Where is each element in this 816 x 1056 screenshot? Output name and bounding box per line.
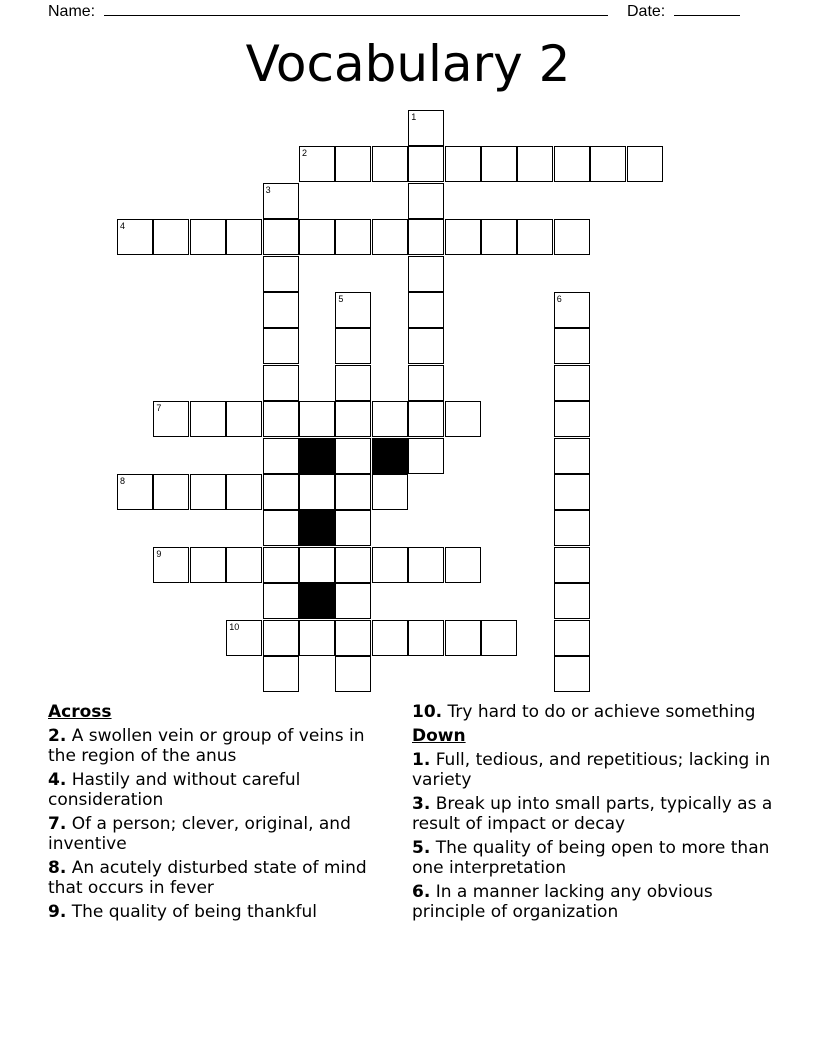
grid-cell[interactable] — [263, 183, 299, 219]
grid-cell[interactable] — [153, 547, 189, 583]
clue-text: Break up into small parts, typically as a result of impact or decay — [412, 794, 773, 834]
grid-cell[interactable] — [554, 328, 590, 364]
clue-number: 6. — [412, 882, 431, 902]
grid-cell[interactable] — [554, 292, 590, 328]
clue-across-8 — [48, 858, 388, 898]
down-heading: Down — [412, 726, 466, 746]
grid-cell[interactable] — [372, 620, 408, 656]
grid-cell[interactable] — [554, 474, 590, 510]
grid-cell[interactable] — [335, 292, 371, 328]
grid-cell[interactable] — [299, 219, 335, 255]
grid-cell[interactable] — [226, 547, 262, 583]
grid-cell[interactable] — [299, 401, 335, 437]
cell-number: 3 — [265, 184, 271, 195]
grid-cell[interactable] — [226, 219, 262, 255]
grid-cell[interactable] — [481, 219, 517, 255]
clue-across-4 — [48, 770, 388, 810]
grid-cell[interactable] — [263, 365, 299, 401]
grid-cell[interactable] — [408, 328, 444, 364]
clue-down-1 — [412, 750, 782, 790]
clue-number: 5. — [412, 838, 431, 858]
grid-cell[interactable] — [263, 292, 299, 328]
clue-across-9 — [48, 902, 388, 922]
clue-down-3 — [412, 794, 782, 834]
grid-cell[interactable] — [554, 438, 590, 474]
grid-cell[interactable] — [481, 146, 517, 182]
grid-cell[interactable] — [335, 583, 371, 619]
black-square — [372, 438, 408, 474]
grid-cell[interactable] — [263, 219, 299, 255]
grid-cell[interactable] — [335, 401, 371, 437]
date-label: Date: — [627, 3, 666, 20]
cell-number: 7 — [156, 403, 162, 414]
grid-cell[interactable] — [372, 219, 408, 255]
grid-cell[interactable] — [372, 401, 408, 437]
clue-number: 8. — [48, 858, 67, 878]
name-label: Name: — [48, 3, 96, 20]
clue-number: 7. — [48, 814, 67, 834]
grid-cell[interactable] — [335, 620, 371, 656]
clue-down-6 — [412, 882, 782, 922]
grid-cell[interactable] — [263, 438, 299, 474]
grid-cell[interactable] — [408, 401, 444, 437]
grid-cell[interactable] — [408, 219, 444, 255]
clue-number: 3. — [412, 794, 431, 814]
grid-cell[interactable] — [335, 328, 371, 364]
clue-number: 2. — [48, 726, 67, 746]
grid-cell[interactable] — [554, 219, 590, 255]
grid-cell[interactable] — [299, 547, 335, 583]
grid-cell[interactable] — [554, 401, 590, 437]
grid-cell[interactable] — [554, 620, 590, 656]
grid-cell[interactable] — [335, 146, 371, 182]
clue-number: 1. — [412, 750, 431, 770]
grid-cell[interactable] — [226, 401, 262, 437]
grid-cell[interactable] — [299, 146, 335, 182]
grid-cell[interactable] — [517, 219, 553, 255]
cell-number: 1 — [411, 112, 417, 122]
grid-cell[interactable] — [445, 547, 481, 583]
clues-right-column — [412, 702, 782, 926]
clue-text: In a manner lacking any obvious principle of organization — [412, 882, 713, 922]
grid-cell[interactable] — [481, 620, 517, 656]
grid-cell[interactable] — [408, 547, 444, 583]
grid-cell[interactable] — [445, 219, 481, 255]
clue-text: An acutely disturbed state of mind that occurs in fever — [48, 858, 367, 898]
grid-cell[interactable] — [408, 365, 444, 401]
black-square — [299, 583, 335, 619]
grid-cell[interactable] — [153, 474, 189, 510]
clue-number: 9. — [48, 902, 67, 922]
clue-text: A swollen vein or group of veins in the region of the anus — [48, 726, 365, 766]
grid-cell[interactable] — [335, 219, 371, 255]
grid-cell[interactable] — [117, 219, 153, 255]
black-square — [299, 510, 335, 546]
grid-cell[interactable] — [627, 146, 663, 182]
across-heading: Across — [48, 702, 112, 722]
clues-across — [48, 702, 388, 926]
grid-cell[interactable] — [263, 510, 299, 546]
grid-cell[interactable] — [408, 438, 444, 474]
grid-cell[interactable] — [299, 620, 335, 656]
grid-cell[interactable] — [335, 474, 371, 510]
grid-cell[interactable] — [408, 183, 444, 219]
grid-cell[interactable] — [372, 474, 408, 510]
grid-cell[interactable] — [263, 547, 299, 583]
grid-cell[interactable] — [554, 365, 590, 401]
grid-cell[interactable] — [408, 620, 444, 656]
grid-cell[interactable] — [190, 401, 226, 437]
grid-cell[interactable] — [190, 547, 226, 583]
grid-cell[interactable] — [190, 219, 226, 255]
grid-cell[interactable] — [554, 583, 590, 619]
grid-cell[interactable] — [335, 438, 371, 474]
grid-cell[interactable] — [408, 110, 444, 146]
clue-number: 4. — [48, 770, 67, 790]
clue-across-10 — [412, 702, 782, 722]
grid-cell[interactable] — [335, 510, 371, 546]
clue-text: Hastily and without careful consideration — [48, 770, 301, 810]
grid-cell[interactable] — [335, 365, 371, 401]
cell-number: 5 — [338, 294, 344, 304]
grid-cell[interactable] — [335, 656, 371, 692]
grid-cell[interactable] — [590, 146, 626, 182]
cell-number: 4 — [120, 221, 126, 232]
clue-number: 10. — [412, 702, 443, 722]
grid-cell[interactable] — [263, 401, 299, 437]
clue-down-5 — [412, 838, 782, 878]
grid-cell[interactable] — [190, 474, 226, 510]
clue-text: The quality of being thankful — [71, 902, 317, 922]
grid-cell[interactable] — [263, 256, 299, 292]
grid-cell[interactable] — [263, 583, 299, 619]
cell-number: 8 — [120, 476, 126, 486]
grid-cell[interactable] — [445, 620, 481, 656]
grid-cell[interactable] — [226, 474, 262, 510]
grid-cell[interactable] — [226, 620, 262, 656]
cell-number: 10 — [229, 621, 240, 632]
clue-text: The quality of being open to more than one interpretation — [412, 838, 770, 878]
grid-cell[interactable] — [408, 256, 444, 292]
cell-number: 9 — [156, 548, 162, 559]
clue-text: Of a person; clever, original, and inventive — [48, 814, 351, 854]
grid-cell[interactable] — [408, 146, 444, 182]
grid-cell[interactable] — [263, 620, 299, 656]
grid-cell[interactable] — [372, 547, 408, 583]
clue-across-7 — [48, 814, 388, 854]
clue-across-2 — [48, 726, 388, 766]
clue-text: Full, tedious, and repetitious; lacking in variety — [412, 750, 771, 790]
grid-cell[interactable] — [335, 547, 371, 583]
grid-cell[interactable] — [263, 474, 299, 510]
grid-cell[interactable] — [408, 292, 444, 328]
grid-cell[interactable] — [299, 474, 335, 510]
grid-cell[interactable] — [263, 656, 299, 692]
grid-cell[interactable] — [554, 510, 590, 546]
page-title: Vocabulary 2 — [245, 35, 571, 93]
grid-cell[interactable] — [554, 146, 590, 182]
grid-cell[interactable] — [153, 219, 189, 255]
cell-number: 6 — [556, 294, 562, 304]
grid-cell[interactable] — [517, 146, 553, 182]
clue-text: Try hard to do or achieve something — [447, 702, 756, 722]
cell-number: 2 — [302, 148, 308, 159]
grid-cell[interactable] — [153, 401, 189, 437]
grid-cell[interactable] — [117, 474, 153, 510]
grid-cell[interactable] — [554, 656, 590, 692]
grid-cell[interactable] — [554, 547, 590, 583]
grid-cell[interactable] — [263, 328, 299, 364]
grid-cell[interactable] — [445, 146, 481, 182]
black-square — [299, 438, 335, 474]
grid-cell[interactable] — [372, 146, 408, 182]
grid-cell[interactable] — [445, 401, 481, 437]
